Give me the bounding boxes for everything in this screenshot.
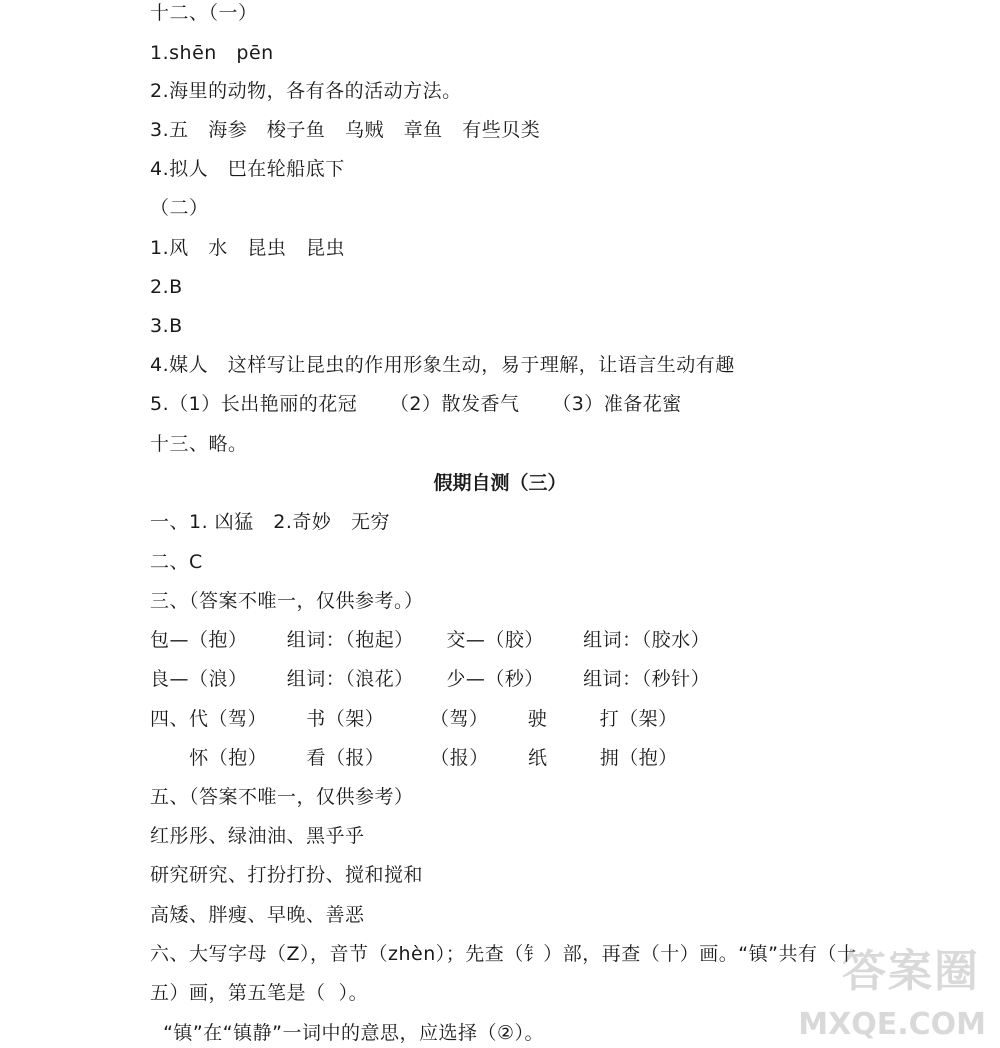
answer-line: 六、大写字母（Z），音节（zhèn）；先查（钅）部，再查（十）画。“镇”共有（十 [150, 943, 857, 965]
watermark-url-text: MXQE.COM [798, 1007, 986, 1042]
answer-line: 五）画，第五笔是（ ）。 [150, 982, 369, 1004]
answer-line: 4.拟人 巴在轮船底下 [150, 158, 345, 180]
answer-line: 红彤彤、绿油油、黑乎乎 [150, 825, 365, 847]
answer-line: 1.shēn pēn [150, 42, 274, 64]
answer-line: 1.风 水 昆虫 昆虫 [150, 237, 345, 259]
answer-line: “镇”在“镇静”一词中的意思，应选择（②）。 [150, 1022, 544, 1044]
answer-line: 高矮、胖瘦、早晚、善恶 [150, 904, 365, 926]
answer-line: 4.媒人 这样写让昆虫的作用形象生动，易于理解，让语言生动有趣 [150, 354, 735, 376]
section-12-part-1-heading: 十二、（一） [150, 2, 258, 24]
answer-line: 四、代（驾） 书（架） （驾） 驶 打（架） [150, 708, 678, 730]
answer-line: 二、C [150, 551, 203, 573]
answer-line: 三、（答案不唯一，仅供参考。） [150, 590, 424, 612]
answer-line: 一、1. 凶猛 2.奇妙 无穷 [150, 511, 391, 533]
section-13-line: 十三、略。 [150, 433, 248, 455]
answer-line: 3.B [150, 315, 183, 337]
answer-line: 怀（抱） 看（报） （报） 纸 拥（抱） [150, 747, 678, 769]
watermark-logo-text: 答案圈 [842, 946, 980, 997]
answer-line: 研究研究、打扮打扮、搅和搅和 [150, 864, 424, 886]
answer-line: 2.B [150, 276, 183, 298]
answer-line: 2.海里的动物，各有各的活动方法。 [150, 80, 462, 102]
site-watermark [796, 946, 986, 1042]
answer-line: 良—（浪） 组词：（浪花） 少—（秒） 组词：（秒针） [150, 668, 711, 690]
answer-line: 3.五 海参 梭子鱼 乌贼 章鱼 有些贝类 [150, 119, 541, 141]
answer-line: 包—（抱） 组词：（抱起） 交—（胶） 组词：（胶水） [150, 629, 711, 651]
answer-line: 5.（1）长出艳丽的花冠 （2）散发香气 （3）准备花蜜 [150, 393, 682, 415]
test-title: 假期自测（三） [433, 472, 567, 494]
answer-line: 五、（答案不唯一，仅供参考） [150, 786, 414, 808]
section-12-part-2-heading: （二） [150, 197, 209, 219]
